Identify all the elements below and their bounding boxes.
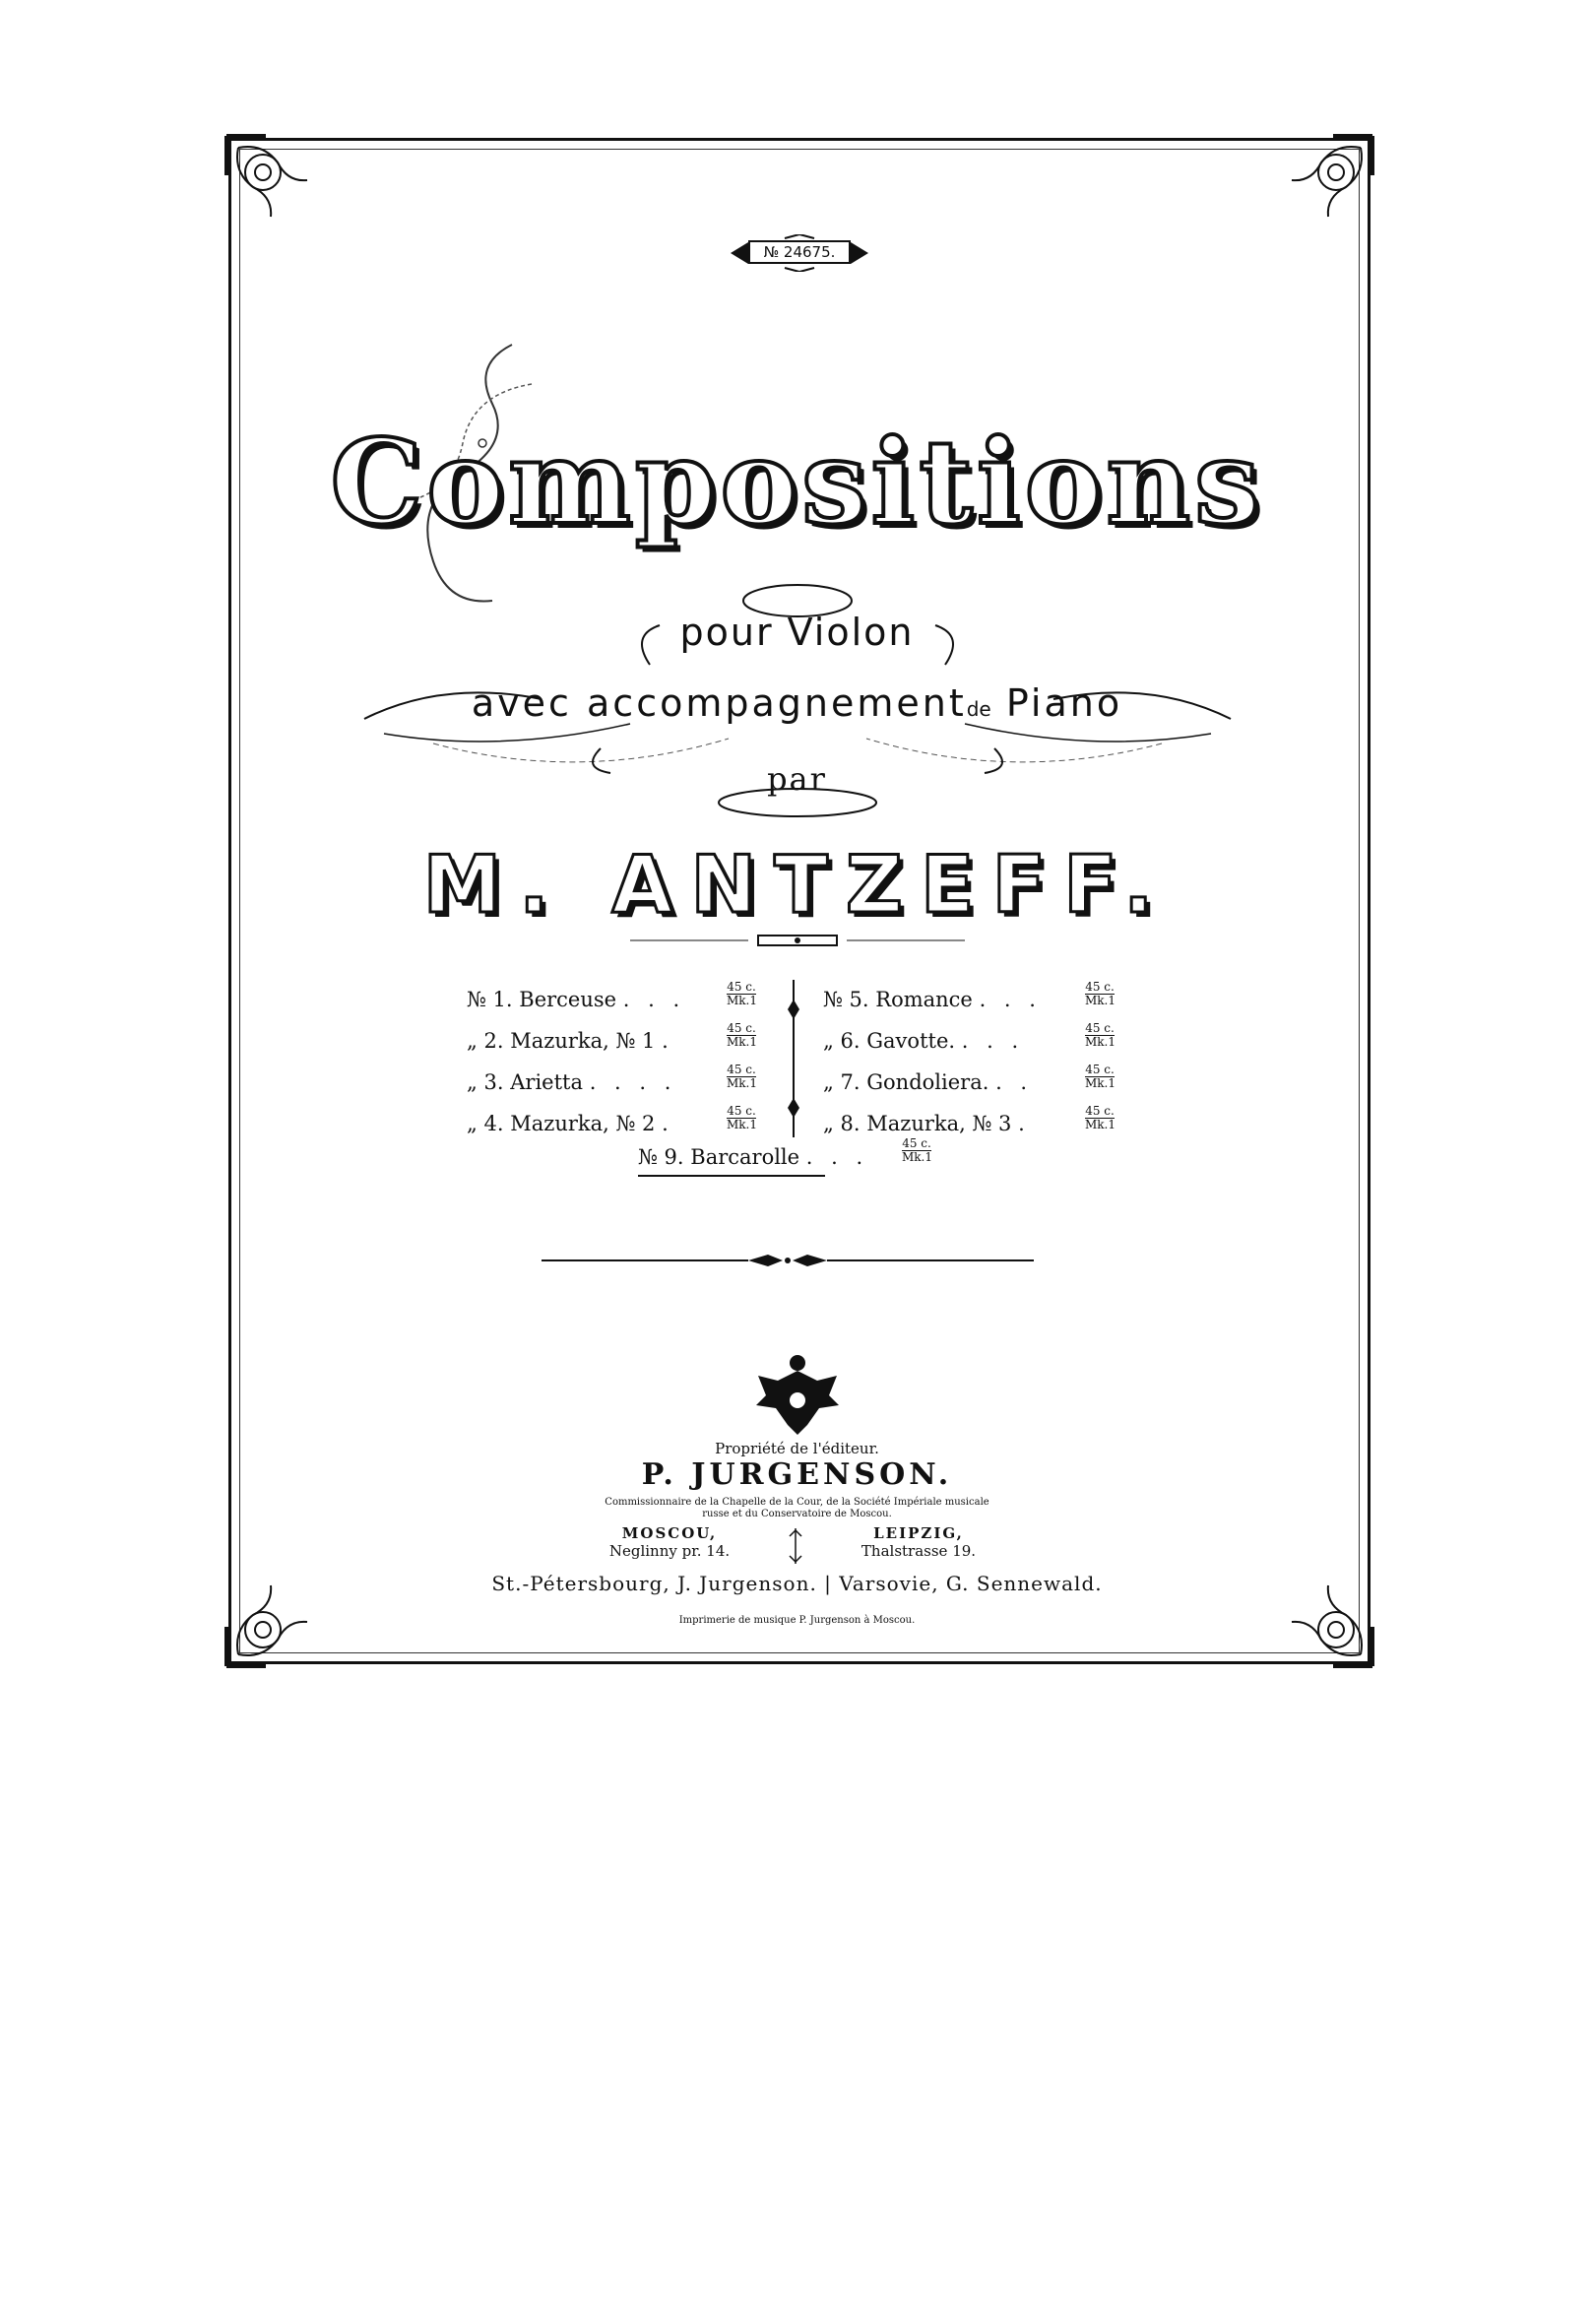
price-kopecks: 45 c. [727, 1104, 756, 1118]
work-price-2 [727, 1022, 756, 1049]
work-item-5 [823, 988, 1042, 1011]
moscow-address [591, 1524, 748, 1560]
work-price-6 [1085, 1022, 1115, 1049]
work-item-7 [823, 1070, 1033, 1094]
title: Compositions [330, 414, 1264, 550]
price-kopecks: 45 c. [1085, 980, 1115, 994]
price-kopecks: 45 c. [727, 980, 756, 994]
work-item-1 [467, 988, 685, 1011]
property-notice: Propriété de l'éditeur. [715, 1440, 879, 1457]
work-dots: . . [995, 1070, 1034, 1094]
moscow-city: MOSCOU, [621, 1524, 718, 1542]
moscow-street: Neglinny pr. 14. [608, 1542, 731, 1560]
work-price-5 [1085, 981, 1115, 1007]
work-underline [638, 1175, 825, 1177]
work-item-6 [823, 1029, 1024, 1053]
work-title: „ 8. Mazurka, № 3 [823, 1112, 1012, 1135]
work-dots: . [662, 1112, 674, 1135]
work-item-2 [467, 1029, 674, 1053]
price-marks: Mk.1 [1085, 994, 1116, 1007]
subtitle-accompaniment-de: de [966, 697, 991, 721]
work-price-1 [727, 981, 756, 1007]
price-marks: Mk.1 [727, 1118, 758, 1131]
price-kopecks: 45 c. [727, 1021, 756, 1035]
price-kopecks: 45 c. [1085, 1104, 1115, 1118]
divider-ornament-bottom [542, 1251, 1034, 1270]
subtitle-accompaniment [0, 681, 1594, 725]
price-marks: Mk.1 [727, 1035, 758, 1049]
work-title: „ 4. Mazurka, № 2 [467, 1112, 656, 1135]
composer-name: M. ANTZEFF. [422, 839, 1172, 931]
work-price-9 [902, 1137, 931, 1164]
subtitle-instrument: pour Violon [679, 611, 915, 654]
work-dots: . [662, 1029, 674, 1053]
price-kopecks: 45 c. [902, 1136, 931, 1150]
work-price-8 [1085, 1105, 1115, 1131]
subtitle-par: par [767, 760, 827, 798]
divider-ornament-top [630, 931, 965, 950]
work-dots: . . . [805, 1145, 869, 1169]
printer-line: Imprimerie de musique P. Jurgenson à Moscou. [678, 1615, 916, 1626]
work-dots: . . . [979, 988, 1042, 1011]
price-kopecks: 45 c. [1085, 1063, 1115, 1076]
corner-ornament-top-left [219, 128, 327, 236]
price-kopecks: 45 c. [1085, 1021, 1115, 1035]
work-title: „ 3. Arietta [467, 1070, 584, 1094]
work-title: № 1. Berceuse [467, 988, 617, 1011]
price-kopecks: 45 c. [727, 1063, 756, 1076]
work-dots: . . . . [589, 1070, 677, 1094]
work-item-3 [467, 1070, 676, 1094]
subtitle-accompaniment-piano: Piano [1005, 681, 1123, 725]
work-dots: . [1018, 1112, 1031, 1135]
leipzig-street: Thalstrasse 19. [861, 1542, 977, 1560]
work-dots: . . . [622, 988, 686, 1011]
work-title: № 9. Barcarolle [638, 1145, 800, 1169]
price-marks: Mk.1 [727, 1076, 758, 1090]
work-item-4 [467, 1112, 674, 1135]
work-price-3 [727, 1064, 756, 1090]
imperial-eagle-icon [748, 1351, 847, 1440]
commission-line-1: Commissionnaire de la Chapelle de la Cour, de la Société Impériale musicale [605, 1497, 989, 1508]
price-marks: Mk.1 [902, 1150, 933, 1164]
price-marks: Mk.1 [727, 994, 758, 1007]
work-item-8 [823, 1112, 1031, 1135]
publisher-name: P. JURGENSON. [641, 1457, 953, 1492]
branches-line: St.-Pétersbourg, J. Jurgenson. | Varsovie, G. Sennewald. [491, 1572, 1103, 1595]
work-item-9 [638, 1145, 868, 1169]
leipzig-city: LEIPZIG, [873, 1524, 964, 1542]
work-price-7 [1085, 1064, 1115, 1090]
leipzig-address [835, 1524, 1002, 1560]
address-separator-ornament [786, 1526, 805, 1566]
work-dots: . . . [961, 1029, 1025, 1053]
corner-ornament-top-right [1272, 128, 1380, 236]
subtitle-accompaniment-main: avec accompagnement [471, 681, 967, 725]
works-center-divider [784, 975, 803, 1142]
work-title: № 5. Romance [823, 988, 973, 1011]
work-price-4 [727, 1105, 756, 1131]
price-marks: Mk.1 [1085, 1076, 1116, 1090]
work-title: „ 7. Gondoliera. [823, 1070, 989, 1094]
price-marks: Mk.1 [1085, 1118, 1116, 1131]
commission-line-2: russe et du Conservatoire de Moscou. [702, 1509, 892, 1519]
work-title: „ 2. Mazurka, № 1 [467, 1029, 656, 1053]
price-marks: Mk.1 [1085, 1035, 1116, 1049]
catalog-number: № 24675. [748, 240, 851, 264]
work-title: „ 6. Gavotte. [823, 1029, 956, 1053]
catalog-cartouche [731, 234, 868, 272]
